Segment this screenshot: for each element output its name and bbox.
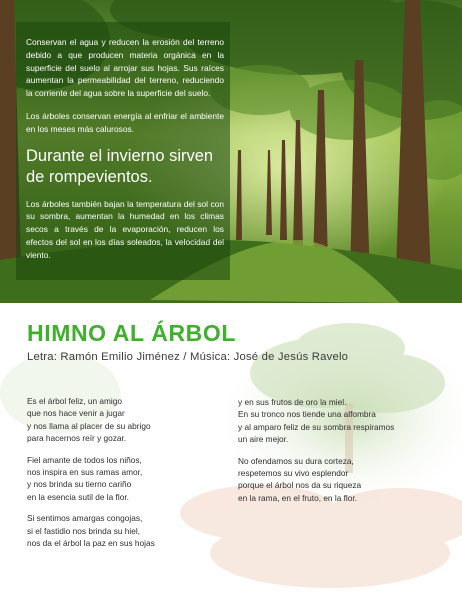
verse-line: respetemos su vivo esplendor bbox=[238, 468, 349, 479]
verse-line: Si sentimos amargas congojas, bbox=[27, 513, 143, 524]
verse-line: porque el árbol nos da su riqueza bbox=[238, 480, 362, 491]
poem-column-right bbox=[238, 396, 438, 513]
benefits-paragraph-1: Conservan el agua y reducen la erosión del terreno debido a que producen materia orgánica en la superficie del suelo al arrojar sus hojas. Sus raíces aumentan la permeabilidad del terreno, reduciendo la corriente del agua sobre la superficie del suelo. bbox=[26, 37, 224, 99]
stanza-1 bbox=[27, 395, 227, 445]
tree-benefits-text bbox=[26, 36, 224, 262]
hymn-credits: Letra: Ramón Emilio Jiménez / Música: José de Jesús Ravelo bbox=[27, 351, 349, 363]
benefits-paragraph-2: Los árboles conservan energía al enfriar el ambiente en los meses más calurosos. bbox=[26, 110, 224, 134]
stanza-5 bbox=[238, 455, 438, 505]
verse-line: y en sus frutos de oro la miel. bbox=[238, 397, 347, 407]
verse-line: Fiel amante de todos los niños, bbox=[27, 454, 142, 465]
verse-line: y nos brinda su tierno cariño bbox=[27, 479, 132, 490]
verse-line: nos da el árbol la paz en sus hojas bbox=[27, 538, 155, 549]
verse-line: No ofendamos su dura corteza, bbox=[238, 455, 354, 466]
stanza-3 bbox=[27, 512, 227, 549]
benefits-paragraph-3: Los árboles también bajan la temperatura del sol con su sombra, aumentan la humedad en los climas secos a través de la evaporación, reducen los efectos del sol en los días soleados, la velocidad del viento. bbox=[26, 198, 224, 260]
verse-line: En su tronco nos tiende una alfombra bbox=[238, 409, 376, 420]
poem-column-left bbox=[27, 395, 227, 558]
verse-line: y al amparo feliz de su sombra respiramos bbox=[238, 421, 395, 432]
stanza-2 bbox=[27, 454, 227, 504]
verse-line: que nos hace venir a jugar bbox=[27, 408, 125, 419]
verse-line: si el fastidio nos brinda su hiel, bbox=[27, 525, 140, 536]
verse-line: Es el árbol feliz, un amigo bbox=[27, 396, 123, 406]
verse-line: y nos llama al placer de su abrigo bbox=[27, 420, 151, 431]
hymn-section bbox=[0, 303, 462, 600]
verse-line: un aire mejor. bbox=[238, 434, 289, 445]
verse-line: nos inspira en sus ramas amor, bbox=[27, 467, 143, 478]
stanza-4 bbox=[238, 396, 438, 446]
verse-line: en la esencia sutil de la flor. bbox=[27, 491, 129, 502]
highlight-quote: Durante el invierno sirven de rompevientos. bbox=[26, 146, 214, 186]
hymn-title: HIMNO AL ÁRBOL bbox=[27, 320, 236, 346]
verse-line: en la rama, en el fruto, en la flor. bbox=[238, 492, 357, 503]
verse-line: para hacernos reír y gozar. bbox=[27, 433, 127, 444]
